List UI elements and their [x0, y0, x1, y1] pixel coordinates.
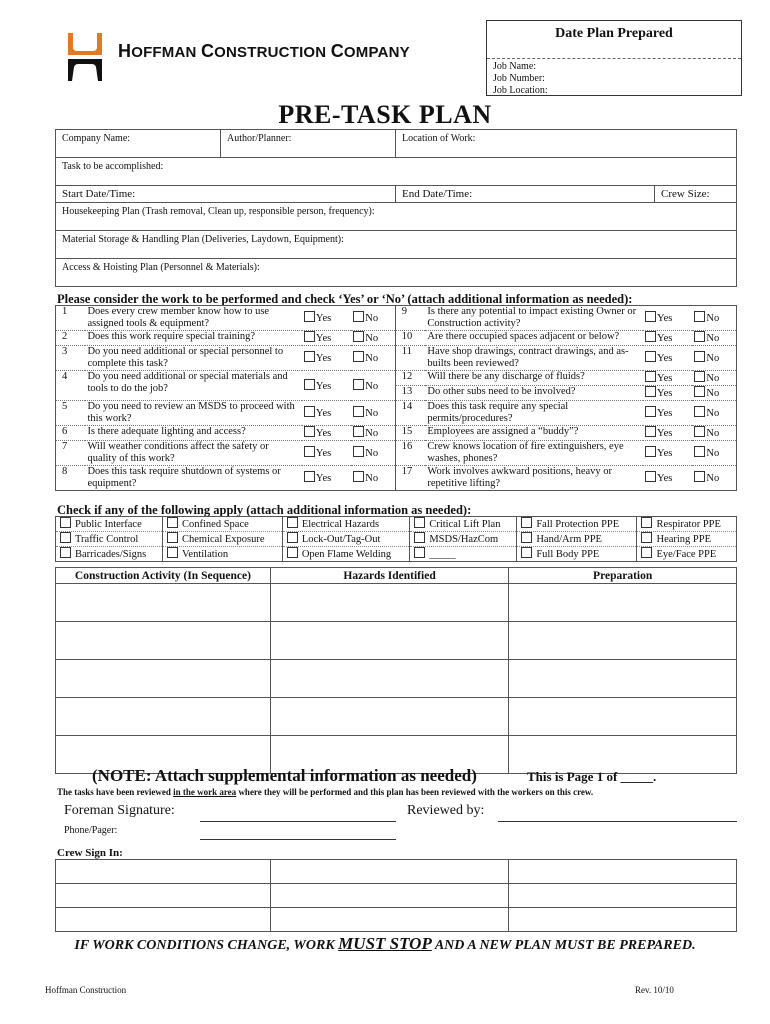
job-name-label[interactable]: Job Name:	[493, 61, 537, 72]
activity-cell[interactable]	[270, 622, 509, 660]
question-number: 2	[56, 331, 86, 346]
question-number: 15	[395, 426, 425, 441]
activity-table	[55, 567, 737, 774]
question-text: Have shop drawings, contract drawings, and as-builts been reviewed?	[425, 346, 643, 371]
question-text: Will weather conditions affect the safety or quality of this work?	[85, 441, 301, 466]
hazard-checkbox-item[interactable]	[637, 547, 737, 562]
right-no-checkbox[interactable]: No	[692, 426, 736, 441]
checkbox-icon[interactable]	[353, 426, 364, 437]
left-yes-checkbox[interactable]: Yes	[302, 441, 351, 466]
activity-cell[interactable]	[56, 584, 271, 622]
checkbox-icon[interactable]	[645, 371, 656, 382]
crew-sign-in-cell[interactable]	[509, 884, 737, 908]
checkbox-icon[interactable]	[353, 331, 364, 342]
left-yes-checkbox[interactable]: Yes	[302, 426, 351, 441]
checkbox-icon[interactable]	[694, 426, 705, 437]
question-text: Does this task require shutdown of systems or equipment?	[87, 466, 281, 489]
footer-revision: Rev. 10/10	[635, 985, 674, 995]
checkbox-icon[interactable]	[645, 471, 656, 482]
start-date-field[interactable]: Start Date/Time:	[56, 186, 396, 203]
checkbox-icon[interactable]	[694, 446, 705, 457]
job-number-label[interactable]: Job Number:	[493, 73, 545, 84]
question-text: Does this work require special training?	[85, 331, 301, 346]
right-yes-checkbox[interactable]: Yes	[643, 371, 692, 386]
hazard-checkbox-item[interactable]	[410, 517, 517, 532]
checkbox-icon[interactable]	[304, 311, 315, 322]
checkbox-icon[interactable]	[645, 331, 656, 342]
question-text: Do other subs need to be involved?	[425, 386, 643, 401]
checkbox-icon[interactable]	[353, 471, 364, 482]
left-no-checkbox[interactable]: No	[351, 401, 395, 426]
right-no-checkbox[interactable]: No	[692, 386, 736, 401]
checkbox-icon[interactable]	[694, 351, 705, 362]
question-text: Does this task require any special permits/procedures?	[425, 401, 643, 426]
hazard-label: Chemical Exposure	[182, 534, 265, 545]
reviewed-by-label: Reviewed by:	[407, 803, 485, 818]
right-yes-checkbox[interactable]: Yes	[643, 401, 692, 426]
question-number: 3	[56, 346, 86, 371]
hazard-label: Ventilation	[182, 549, 229, 560]
left-no-checkbox[interactable]: No	[351, 371, 395, 401]
checkbox-icon[interactable]	[167, 517, 178, 528]
hazard-label: Fall Protection PPE	[536, 519, 620, 530]
crew-sign-in-cell[interactable]	[56, 884, 271, 908]
right-no-checkbox[interactable]: No	[692, 331, 736, 346]
question-row	[56, 331, 737, 346]
activity-cell[interactable]	[509, 660, 737, 698]
crew-size-field[interactable]: Crew Size:	[655, 186, 737, 203]
crew-sign-in-label: Crew Sign In:	[57, 847, 123, 859]
crew-sign-in-cell[interactable]	[56, 908, 271, 932]
left-yes-checkbox[interactable]: Yes	[302, 466, 351, 491]
question-row	[56, 441, 737, 466]
author-planner-field[interactable]: Author/Planner:	[221, 130, 396, 158]
question-number: 11	[395, 346, 425, 371]
checkbox-icon[interactable]	[304, 446, 315, 457]
question-row	[56, 401, 737, 426]
checkbox-icon[interactable]	[521, 547, 532, 558]
checkbox-icon[interactable]	[694, 406, 705, 417]
question-number: 4	[56, 371, 86, 401]
hazard-checkbox-item[interactable]	[410, 547, 517, 562]
right-no-checkbox[interactable]: No	[692, 346, 736, 371]
right-no-checkbox[interactable]: No	[692, 306, 736, 331]
left-no-checkbox[interactable]: No	[351, 346, 395, 371]
left-no-checkbox[interactable]: No	[351, 441, 395, 466]
question-text: Crew knows location of fire extinguishers, eye washes, phones?	[425, 441, 643, 466]
question-number: 7	[56, 441, 86, 466]
hazard-checkbox-item[interactable]	[56, 547, 163, 562]
activity-cell[interactable]	[509, 584, 737, 622]
activity-column-header: Preparation	[509, 568, 737, 584]
date-plan-box	[486, 20, 742, 96]
review-statement: The tasks have been reviewed in the work area where they will be performed and this plan has been reviewed with the workers on this crew.	[57, 787, 594, 797]
right-yes-checkbox[interactable]: Yes	[643, 331, 692, 346]
question-number: 17	[401, 466, 413, 477]
left-no-checkbox[interactable]: No	[351, 466, 395, 491]
material-storage-plan-field[interactable]: Material Storage & Handling Plan (Deliveries, Laydown, Equipment):	[56, 231, 737, 259]
checkbox-icon[interactable]	[167, 547, 178, 558]
left-yes-checkbox[interactable]: Yes	[302, 371, 351, 401]
checkbox-icon[interactable]	[287, 547, 298, 558]
question-number: 10	[395, 331, 425, 346]
hazard-checkbox-item[interactable]	[517, 547, 637, 562]
hazard-label: Hand/Arm PPE	[536, 534, 602, 545]
crew-sign-in-cell[interactable]	[270, 908, 508, 932]
company-name: HOFFMAN CONSTRUCTION COMPANY	[118, 41, 410, 61]
crew-sign-in-cell[interactable]	[270, 860, 508, 884]
checkbox-icon[interactable]	[304, 379, 315, 390]
checkbox-icon[interactable]	[694, 331, 705, 342]
right-yes-checkbox[interactable]: Yes	[643, 466, 692, 491]
checkbox-icon[interactable]	[645, 351, 656, 362]
phone-pager-line[interactable]	[200, 839, 396, 840]
checkbox-icon[interactable]	[167, 532, 178, 543]
hazard-checkbox-item[interactable]	[410, 532, 517, 547]
activity-cell[interactable]	[56, 622, 271, 660]
hazard-label: Critical Lift Plan	[429, 519, 501, 530]
left-no-checkbox[interactable]: No	[351, 331, 395, 346]
hazard-label: Full Body PPE	[536, 549, 600, 560]
question-text: Are there occupied spaces adjacent or below?	[425, 331, 643, 346]
question-number: 9	[395, 306, 425, 331]
location-of-work-field[interactable]: Location of Work:	[396, 130, 737, 158]
crew-sign-in-cell[interactable]	[509, 908, 737, 932]
hazard-checkbox-item[interactable]	[282, 532, 410, 547]
access-hoisting-plan-field[interactable]: Access & Hoisting Plan (Personnel & Materials):	[56, 259, 737, 287]
crew-sign-in-cell[interactable]	[56, 860, 271, 884]
question-row	[56, 466, 737, 491]
hazard-checkbox-item[interactable]	[163, 547, 283, 562]
checkbox-icon[interactable]	[287, 517, 298, 528]
activity-cell[interactable]	[270, 698, 509, 736]
checkbox-icon[interactable]	[645, 426, 656, 437]
activity-column-header: Hazards Identified	[270, 568, 509, 584]
activity-cell[interactable]	[509, 698, 737, 736]
right-no-checkbox[interactable]: No	[692, 466, 736, 491]
hazard-label: Confined Space	[182, 519, 249, 530]
hazards-heading: Check if any of the following apply (attach additional information as needed):	[57, 503, 472, 517]
task-field[interactable]: Task to be accomplished:	[56, 158, 737, 186]
question-number: 12	[395, 371, 425, 386]
right-yes-checkbox[interactable]: Yes	[643, 441, 692, 466]
checkbox-icon[interactable]	[304, 331, 315, 342]
job-location-label[interactable]: Job Location:	[493, 85, 548, 96]
activity-column-header: Construction Activity (In Sequence)	[56, 568, 271, 584]
foreman-signature-line[interactable]	[200, 821, 396, 822]
checkbox-icon[interactable]	[60, 547, 71, 558]
right-yes-checkbox[interactable]: Yes	[643, 306, 692, 331]
hazard-checkbox-item[interactable]	[517, 532, 637, 547]
activity-cell[interactable]	[509, 622, 737, 660]
question-row	[56, 306, 737, 331]
reviewed-by-line[interactable]	[498, 821, 737, 822]
hazard-checkbox-item[interactable]	[517, 517, 637, 532]
question-text: Does every crew member know how to use assigned tools & equipment?	[85, 306, 301, 331]
questions-table	[55, 305, 737, 491]
end-date-field[interactable]: End Date/Time:	[396, 186, 655, 203]
question-text: Employees are assigned a “buddy”?	[425, 426, 643, 441]
hazard-label: _____	[429, 549, 456, 560]
question-number: 5	[56, 401, 86, 426]
checkbox-icon[interactable]	[414, 547, 425, 558]
hazard-label: MSDS/HazCom	[429, 534, 499, 545]
hazard-label: Public Interface	[75, 519, 142, 530]
checkbox-icon[interactable]	[353, 446, 364, 457]
crew-sign-in-cell[interactable]	[270, 884, 508, 908]
info-table	[55, 129, 737, 287]
checkbox-icon[interactable]	[645, 311, 656, 322]
question-text: Do you need additional or special materials and tools to do the job?	[85, 371, 301, 401]
activity-cell[interactable]	[56, 660, 271, 698]
hazard-checkbox-item[interactable]	[163, 517, 283, 532]
checkbox-icon[interactable]	[694, 386, 705, 397]
right-yes-checkbox[interactable]: Yes	[643, 346, 692, 371]
right-no-checkbox[interactable]: No	[692, 401, 736, 426]
hazard-label: Traffic Control	[75, 534, 139, 545]
hazard-label: Electrical Hazards	[301, 519, 380, 530]
hazard-checkbox-item[interactable]	[282, 547, 410, 562]
left-no-checkbox[interactable]: No	[351, 306, 395, 331]
supplemental-note: (NOTE: Attach supplemental information as needed)	[92, 766, 477, 785]
checkbox-icon[interactable]	[521, 517, 532, 528]
checkbox-icon[interactable]	[353, 379, 364, 390]
hazard-checkbox-item[interactable]	[637, 532, 737, 547]
housekeeping-plan-field[interactable]: Housekeeping Plan (Trash removal, Clean up, responsible person, frequency):	[56, 203, 737, 231]
checkbox-icon[interactable]	[287, 532, 298, 543]
checkbox-icon[interactable]	[645, 406, 656, 417]
question-text: Do you need to review an MSDS to proceed with this work?	[85, 401, 301, 426]
hoffman-logo-icon	[68, 33, 102, 81]
hazard-checkbox-item[interactable]	[282, 517, 410, 532]
crew-sign-in-cell[interactable]	[509, 860, 737, 884]
foreman-signature-label: Foreman Signature:	[64, 803, 175, 818]
checkbox-icon[interactable]	[694, 471, 705, 482]
hazard-label: Barricades/Signs	[75, 549, 147, 560]
right-no-checkbox[interactable]: No	[692, 441, 736, 466]
checkbox-icon[interactable]	[521, 532, 532, 543]
question-number: 6	[56, 426, 86, 441]
checkbox-icon[interactable]	[60, 517, 71, 528]
page-title: PRE-TASK PLAN	[278, 100, 492, 129]
hazard-label: Respirator PPE	[656, 519, 721, 530]
hazards-checklist	[55, 516, 737, 562]
hazard-checkbox-item[interactable]	[56, 517, 163, 532]
company-name-field[interactable]: Company Name:	[56, 130, 221, 158]
question-number: 14	[395, 401, 425, 426]
left-yes-checkbox[interactable]: Yes	[302, 346, 351, 371]
right-no-checkbox[interactable]: No	[692, 371, 736, 386]
hazard-checkbox-item[interactable]	[163, 532, 283, 547]
phone-pager-label: Phone/Pager:	[64, 825, 118, 836]
left-no-checkbox[interactable]: No	[351, 426, 395, 441]
checkbox-icon[interactable]	[304, 406, 315, 417]
checkbox-icon[interactable]	[645, 446, 656, 457]
left-yes-checkbox[interactable]: Yes	[302, 401, 351, 426]
question-row	[56, 426, 737, 441]
question-row	[56, 371, 737, 386]
checkbox-icon[interactable]	[353, 311, 364, 322]
checkbox-icon[interactable]	[694, 371, 705, 382]
checkbox-icon[interactable]	[414, 517, 425, 528]
right-yes-checkbox[interactable]: Yes	[643, 386, 692, 401]
hazard-label: Lock-Out/Tag-Out	[301, 534, 381, 545]
hazard-label: Hearing PPE	[656, 534, 712, 545]
question-text: Will there be any discharge of fluids?	[425, 371, 643, 386]
checkbox-icon[interactable]	[60, 532, 71, 543]
questions-heading: Please consider the work to be performed and check ‘Yes’ or ‘No’ (attach additional information as needed):	[57, 292, 633, 306]
hazard-label: Eye/Face PPE	[656, 549, 717, 560]
activity-cell[interactable]	[270, 660, 509, 698]
checkbox-icon[interactable]	[353, 351, 364, 362]
question-number: 13	[395, 386, 425, 401]
checkbox-icon[interactable]	[353, 406, 364, 417]
checkbox-icon[interactable]	[641, 547, 652, 558]
checkbox-icon[interactable]	[304, 426, 315, 437]
crew-sign-in-table	[55, 859, 737, 932]
question-text: Do you need additional or special personnel to complete this task?	[85, 346, 301, 371]
question-number: 8	[62, 466, 68, 477]
question-number: 1	[56, 306, 86, 331]
left-yes-checkbox[interactable]: Yes	[302, 306, 351, 331]
checkbox-icon[interactable]	[645, 386, 656, 397]
question-number: 16	[395, 441, 425, 466]
right-yes-checkbox[interactable]: Yes	[643, 426, 692, 441]
left-yes-checkbox[interactable]: Yes	[302, 331, 351, 346]
question-text: Is there any potential to impact existing Owner or Construction activity?	[425, 306, 643, 331]
question-text: Is there adequate lighting and access?	[85, 426, 301, 441]
hazard-label: Open Flame Welding	[301, 549, 392, 560]
checkbox-icon[interactable]	[414, 532, 425, 543]
date-plan-title: Date Plan Prepared	[487, 21, 741, 59]
checkbox-icon[interactable]	[304, 471, 315, 482]
hazard-checkbox-item[interactable]	[56, 532, 163, 547]
activity-cell[interactable]	[56, 698, 271, 736]
activity-cell[interactable]	[509, 736, 737, 774]
question-row	[56, 346, 737, 371]
activity-cell[interactable]	[270, 584, 509, 622]
checkbox-icon[interactable]	[304, 351, 315, 362]
checkbox-icon[interactable]	[694, 311, 705, 322]
checkbox-icon[interactable]	[641, 532, 652, 543]
page-of-label: This is Page 1 of _____.	[527, 769, 657, 784]
hazard-checkbox-item[interactable]	[637, 517, 737, 532]
question-text: Work involves awkward positions, heavy or repetitive lifting?	[427, 466, 613, 489]
work-stop-warning: IF WORK CONDITIONS CHANGE, WORK MUST STOP AND A NEW PLAN MUST BE PREPARED.	[74, 934, 696, 953]
footer-company: Hoffman Construction	[45, 985, 127, 995]
checkbox-icon[interactable]	[641, 517, 652, 528]
